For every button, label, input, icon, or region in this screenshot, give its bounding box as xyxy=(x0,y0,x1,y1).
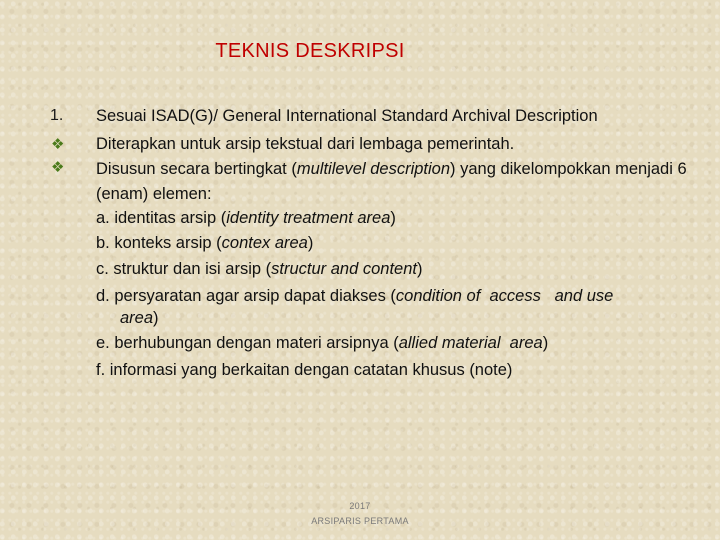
element-line-c: c. struktur dan isi arsip (structur and content) xyxy=(96,260,423,278)
list-number-marker: 1. xyxy=(50,107,64,124)
element-line-d: d. persyaratan agar arsip dapat diakses (condition of access and use xyxy=(96,287,614,305)
list-item-text xyxy=(96,157,690,207)
footer-year: 2017 xyxy=(349,501,371,511)
diamond-bullet-icon: ❖ xyxy=(51,159,65,176)
footer-author: ARSIPARIS PERTAMA xyxy=(311,516,409,526)
item-text-part: ) yang dikelompokkan menjadi 6 (enam) elemen: xyxy=(96,160,687,203)
element-line-b: b. konteks arsip (contex area) xyxy=(96,234,314,252)
list-item-text: Diterapkan untuk arsip tekstual dari lembaga pemerintah. xyxy=(96,135,515,153)
element-line-d-continued: area) xyxy=(120,309,159,327)
item-text-italic: multilevel description xyxy=(296,160,451,178)
slide-title: TEKNIS DESKRIPSI xyxy=(215,40,405,62)
diamond-bullet-icon: ❖ xyxy=(51,136,65,153)
element-line-f: f. informasi yang berkaitan dengan catatan khusus (note) xyxy=(96,361,513,379)
list-item-text: Sesuai ISAD(G)/ General International Standard Archival Description xyxy=(96,107,598,125)
item-text-part: Disusun secara bertingkat ( xyxy=(96,160,297,178)
element-line-a: a. identitas arsip (identity treatment area) xyxy=(96,209,396,227)
element-line-e: e. berhubungan dengan materi arsipnya (allied material area) xyxy=(96,334,549,352)
